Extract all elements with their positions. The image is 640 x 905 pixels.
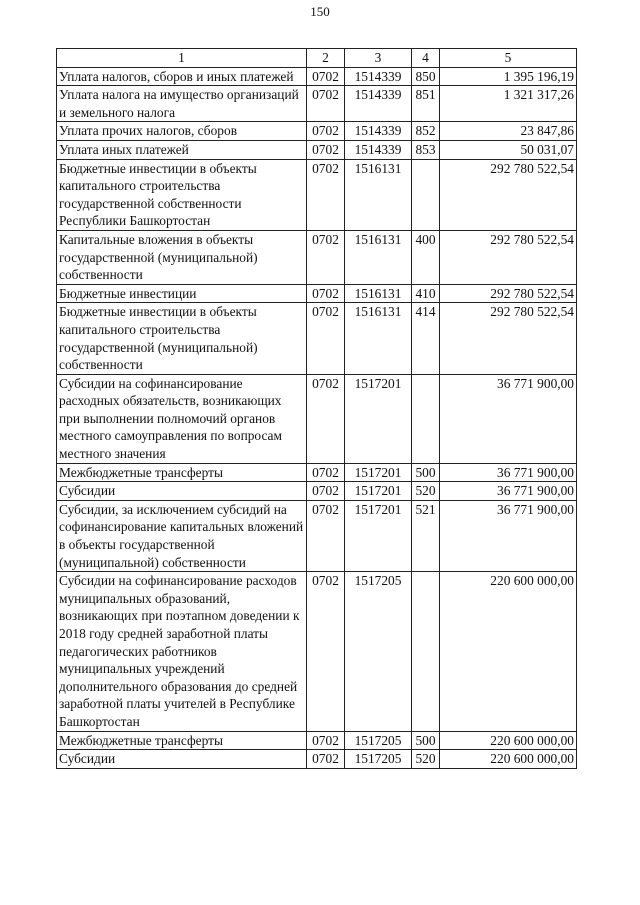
table-row — [57, 500, 577, 571]
row-section-code-cell: 0702 — [307, 303, 345, 374]
row-section-code-cell: 0702 — [307, 140, 345, 159]
row-section-code-cell: 0702 — [307, 67, 345, 86]
table-row — [57, 731, 577, 750]
row-amount-cell: 1 395 196,19 — [440, 67, 577, 86]
row-section-code-cell: 0702 — [307, 159, 345, 230]
row-amount-cell: 220 600 000,00 — [440, 572, 577, 731]
row-name-cell: Субсидии — [57, 750, 307, 769]
row-section-code-cell: 0702 — [307, 122, 345, 141]
row-section-code-cell: 0702 — [307, 500, 345, 571]
row-section-code-cell: 0702 — [307, 731, 345, 750]
budget-table — [56, 48, 577, 769]
row-amount-cell: 1 321 317,26 — [440, 86, 577, 122]
table-row — [57, 86, 577, 122]
row-name-cell: Бюджетные инвестиции в объекты капитального строительства государственной собственности Республики Башкортостан — [57, 159, 307, 230]
row-expense-type-cell: 521 — [412, 500, 440, 571]
row-target-code-cell: 1514339 — [345, 122, 412, 141]
row-name-cell: Субсидии, за исключением субсидий на софинансирование капитальных вложений в объекты государственной (муниципальной) собственности — [57, 500, 307, 571]
header-cell-4: 4 — [412, 49, 440, 68]
row-expense-type-cell: 851 — [412, 86, 440, 122]
table-row — [57, 140, 577, 159]
row-name-cell: Межбюджетные трансферты — [57, 731, 307, 750]
row-name-cell: Бюджетные инвестиции — [57, 284, 307, 303]
row-section-code-cell: 0702 — [307, 572, 345, 731]
table-row — [57, 122, 577, 141]
row-target-code-cell: 1516131 — [345, 159, 412, 230]
table-row — [57, 482, 577, 501]
table-row — [57, 572, 577, 731]
row-expense-type-cell: 850 — [412, 67, 440, 86]
row-expense-type-cell — [412, 374, 440, 463]
row-name-cell: Уплата прочих налогов, сборов — [57, 122, 307, 141]
row-section-code-cell: 0702 — [307, 284, 345, 303]
row-section-code-cell: 0702 — [307, 750, 345, 769]
row-amount-cell: 23 847,86 — [440, 122, 577, 141]
page-number: 150 — [310, 4, 330, 19]
row-expense-type-cell — [412, 572, 440, 731]
row-amount-cell: 220 600 000,00 — [440, 750, 577, 769]
row-name-cell: Уплата налога на имущество организаций и земельного налога — [57, 86, 307, 122]
row-name-cell: Субсидии на софинансирование расходных обязательств, возникающих при выполнении полномочий органов местного самоуправления по вопросам местного значения — [57, 374, 307, 463]
row-expense-type-cell: 520 — [412, 750, 440, 769]
row-name-cell: Субсидии — [57, 482, 307, 501]
row-expense-type-cell — [412, 159, 440, 230]
row-name-cell: Бюджетные инвестиции в объекты капитального строительства государственной (муниципальной) собственности — [57, 303, 307, 374]
row-target-code-cell: 1517201 — [345, 500, 412, 571]
row-amount-cell: 36 771 900,00 — [440, 374, 577, 463]
row-section-code-cell: 0702 — [307, 374, 345, 463]
row-amount-cell: 36 771 900,00 — [440, 482, 577, 501]
header-cell-5: 5 — [440, 49, 577, 68]
row-target-code-cell: 1516131 — [345, 230, 412, 284]
table-row — [57, 750, 577, 769]
row-target-code-cell: 1516131 — [345, 284, 412, 303]
row-name-cell: Уплата налогов, сборов и иных платежей — [57, 67, 307, 86]
row-amount-cell: 36 771 900,00 — [440, 500, 577, 571]
row-section-code-cell: 0702 — [307, 86, 345, 122]
table-row — [57, 463, 577, 482]
table-row — [57, 159, 577, 230]
header-row — [57, 49, 577, 68]
row-target-code-cell: 1517205 — [345, 572, 412, 731]
table-row — [57, 67, 577, 86]
row-amount-cell: 36 771 900,00 — [440, 463, 577, 482]
row-target-code-cell: 1517205 — [345, 731, 412, 750]
row-target-code-cell: 1516131 — [345, 303, 412, 374]
row-target-code-cell: 1514339 — [345, 140, 412, 159]
row-target-code-cell: 1514339 — [345, 86, 412, 122]
row-expense-type-cell: 853 — [412, 140, 440, 159]
table-row — [57, 284, 577, 303]
row-amount-cell: 220 600 000,00 — [440, 731, 577, 750]
table-row — [57, 303, 577, 374]
row-expense-type-cell: 414 — [412, 303, 440, 374]
row-expense-type-cell: 410 — [412, 284, 440, 303]
row-expense-type-cell: 852 — [412, 122, 440, 141]
row-name-cell: Субсидии на софинансирование расходов муниципальных образований, возникающих при поэтапном доведении к 2018 году средней заработной платы педагогических работников муниципальных учреждений дополнительного образования до средней заработной платы учителей в Республике Башкортостан — [57, 572, 307, 731]
row-amount-cell: 292 780 522,54 — [440, 303, 577, 374]
row-target-code-cell: 1517201 — [345, 374, 412, 463]
row-amount-cell: 292 780 522,54 — [440, 284, 577, 303]
row-amount-cell: 50 031,07 — [440, 140, 577, 159]
header-cell-1: 1 — [57, 49, 307, 68]
row-section-code-cell: 0702 — [307, 230, 345, 284]
row-target-code-cell: 1517205 — [345, 750, 412, 769]
row-amount-cell: 292 780 522,54 — [440, 159, 577, 230]
row-expense-type-cell: 520 — [412, 482, 440, 501]
row-amount-cell: 292 780 522,54 — [440, 230, 577, 284]
row-expense-type-cell: 400 — [412, 230, 440, 284]
table-row — [57, 230, 577, 284]
row-expense-type-cell: 500 — [412, 463, 440, 482]
header-cell-3: 3 — [345, 49, 412, 68]
table-row — [57, 374, 577, 463]
header-cell-2: 2 — [307, 49, 345, 68]
row-name-cell: Капитальные вложения в объекты государственной (муниципальной) собственности — [57, 230, 307, 284]
row-expense-type-cell: 500 — [412, 731, 440, 750]
row-target-code-cell: 1517201 — [345, 463, 412, 482]
row-section-code-cell: 0702 — [307, 463, 345, 482]
row-target-code-cell: 1517201 — [345, 482, 412, 501]
row-name-cell: Уплата иных платежей — [57, 140, 307, 159]
row-section-code-cell: 0702 — [307, 482, 345, 501]
row-target-code-cell: 1514339 — [345, 67, 412, 86]
row-name-cell: Межбюджетные трансферты — [57, 463, 307, 482]
